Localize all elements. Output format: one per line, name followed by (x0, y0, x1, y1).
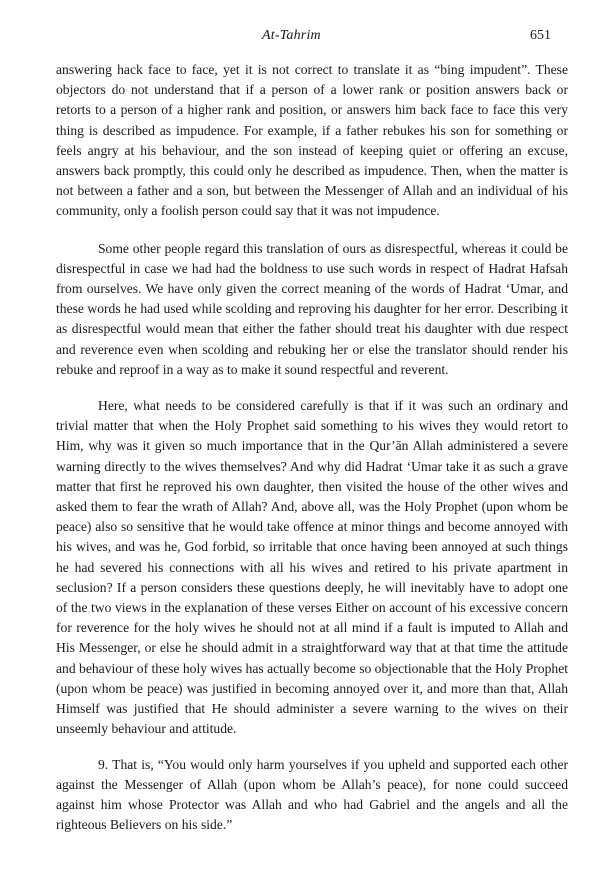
page-header (0, 24, 600, 46)
paragraph-disrespect: Some other people regard this translation of ours as disrespectful, whereas it could be disrespectful in case we had had the boldness to use such words in respect of Hadrat Hafsah from ourselves. We have only given the correct meaning of the words of Hadrat ‘Umar, and these words he had used while scolding and reproving his daughter for her error. Describing it as disrespectful would mean that either the father should treat his daughter with due respect and reverence even when scolding and rebuking her or else the translator should render his rebuke and reproof in a way as to make it sound respectful and reverent. (56, 240, 568, 377)
paragraph-continuation: answering hack face to face, yet it is not correct to translate it as “bing impudent”. These objectors do not understand that if a person of a lower rank or position answers back or retorts to a person of a higher rank and position, or answers him back face to face this very thing is described as impudence. For example, if a father rebukes his son for something or feels angry at his behaviour, and the son instead of keeping quiet or offering an excuse, answers back promptly, this could only he described as impudence. Then, when the matter is not between a father and a son, but between the Messenger of Allah and an individual of his community, only a foolish person could say that it was not impudence. (56, 62, 568, 219)
paragraph-consideration: Here, what needs to be considered carefully is that if it was such an ordinary and trivial matter that when the Holy Prophet said something to his wives they would retort to Him, why was it given so much importance that in the Qur’ān Allah administered a severe warning directly to the wives themselves? And why did Hadrat ‘Umar take it as such a grave matter that first he reproved his own daughter, then visited the house of the other wives and asked them to fear the wrath of Allah? And, above all, was the Holy Prophet (upon whom be peace) also so sensitive that he would take offence at minor things and become annoyed with his wives, and was he, God forbid, so irritable that once having been annoyed at such things he had severed his connections with all his wives and retired to his private apartment in seclusion? If a person considers these questions deeply, he will inevitably have to adopt one of the two views in the explanation of these verses Either on account of his excessive concern for reverence for the holy wives he should not at all mind if a fault is imputed to Allah and His Messenger, or else he should admit in a straightforward way that at that time the attitude and behaviour of these holy wives has actually become so objectionable that the Holy Prophet (upon whom be peace) was justified in becoming annoyed over it, and more than that, Allah Himself was justified that He should administer a severe warning to the wives on their unseemly behaviour and attitude. (56, 398, 568, 737)
body-text (56, 60, 568, 835)
page-number: 651 (530, 28, 551, 43)
footnote-9 (56, 755, 568, 836)
footnote-number: 9. (98, 756, 109, 772)
running-title: At-Tahrim (262, 28, 321, 43)
footnote-text: That is, “You would only harm yourselves if you upheld and supported each other against the Messenger of Allah (upon whom be Allah’s peace), for none could succeed against him whose Protector was Allah and who had Gabriel and the angels and all the righteous Believers on his side.” (56, 756, 569, 833)
